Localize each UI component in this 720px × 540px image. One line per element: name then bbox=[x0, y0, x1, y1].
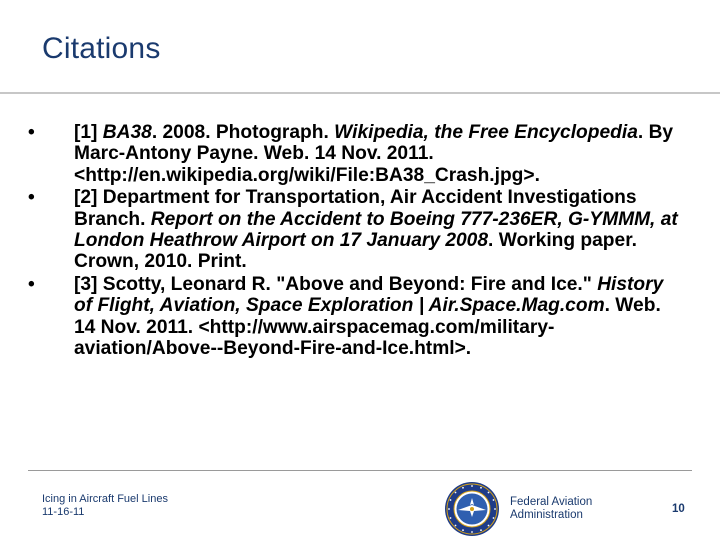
footer-presentation-title: Icing in Aircraft Fuel Lines bbox=[42, 493, 168, 505]
citation-item-1 bbox=[28, 122, 678, 186]
citation-text-segment: . By Marc-Antony Payne. Web. 14 Nov. 2011. <http://en.wikipedia.org/wiki/File:BA38_Crash.jpg>. bbox=[74, 122, 674, 186]
bullet: • bbox=[28, 122, 35, 143]
citation-text-segment: . 2008. Photograph. bbox=[151, 122, 335, 143]
citation-item-2 bbox=[28, 187, 678, 273]
footer-date: 11-16-11 bbox=[42, 506, 85, 518]
citation-italic-segment: BA38 bbox=[102, 122, 152, 143]
footer-agency-line-2: Administration bbox=[510, 508, 583, 521]
citation-list bbox=[28, 122, 678, 360]
bullet: • bbox=[28, 187, 35, 209]
faa-seal-icon bbox=[444, 481, 500, 537]
citation-item-3 bbox=[28, 274, 678, 360]
footer-divider bbox=[28, 470, 692, 471]
footer-agency-name bbox=[510, 496, 592, 521]
footer-presentation-info bbox=[42, 493, 168, 519]
citation-text-segment: . Working paper. Crown, 2010. Print. bbox=[74, 230, 637, 273]
slide-title: Citations bbox=[42, 32, 161, 65]
footer-agency-line-1: Federal Aviation bbox=[510, 496, 593, 508]
citation-italic-segment: Report on the Accident to Boeing 777-236ER, G-YMMM, at London Heathrow Airport on 17 January 2008 bbox=[74, 208, 678, 252]
citation-text-segment: [2] Department for Transportation, Air Accident Investigations Branch. bbox=[74, 187, 637, 230]
citation-italic-segment: Wikipedia, the Free Encyclopedia bbox=[334, 122, 638, 143]
citation-text-segment: [3] Scotty, Leonard R. "Above and Beyond: Fire and Ice." bbox=[74, 273, 598, 295]
title-divider bbox=[0, 92, 720, 94]
citation-text-segment: [1] bbox=[74, 122, 103, 143]
citation-text-segment: . Web. 14 Nov. 2011. <http://www.airspacemag.com/military-aviation/Above--Beyond-Fire-and-Ice.html>. bbox=[74, 295, 661, 360]
bullet: • bbox=[28, 273, 35, 295]
citation-italic-segment: History of Flight, Aviation, Space Exploration | Air.Space.Mag.com bbox=[74, 273, 664, 317]
page-number: 10 bbox=[672, 503, 685, 515]
